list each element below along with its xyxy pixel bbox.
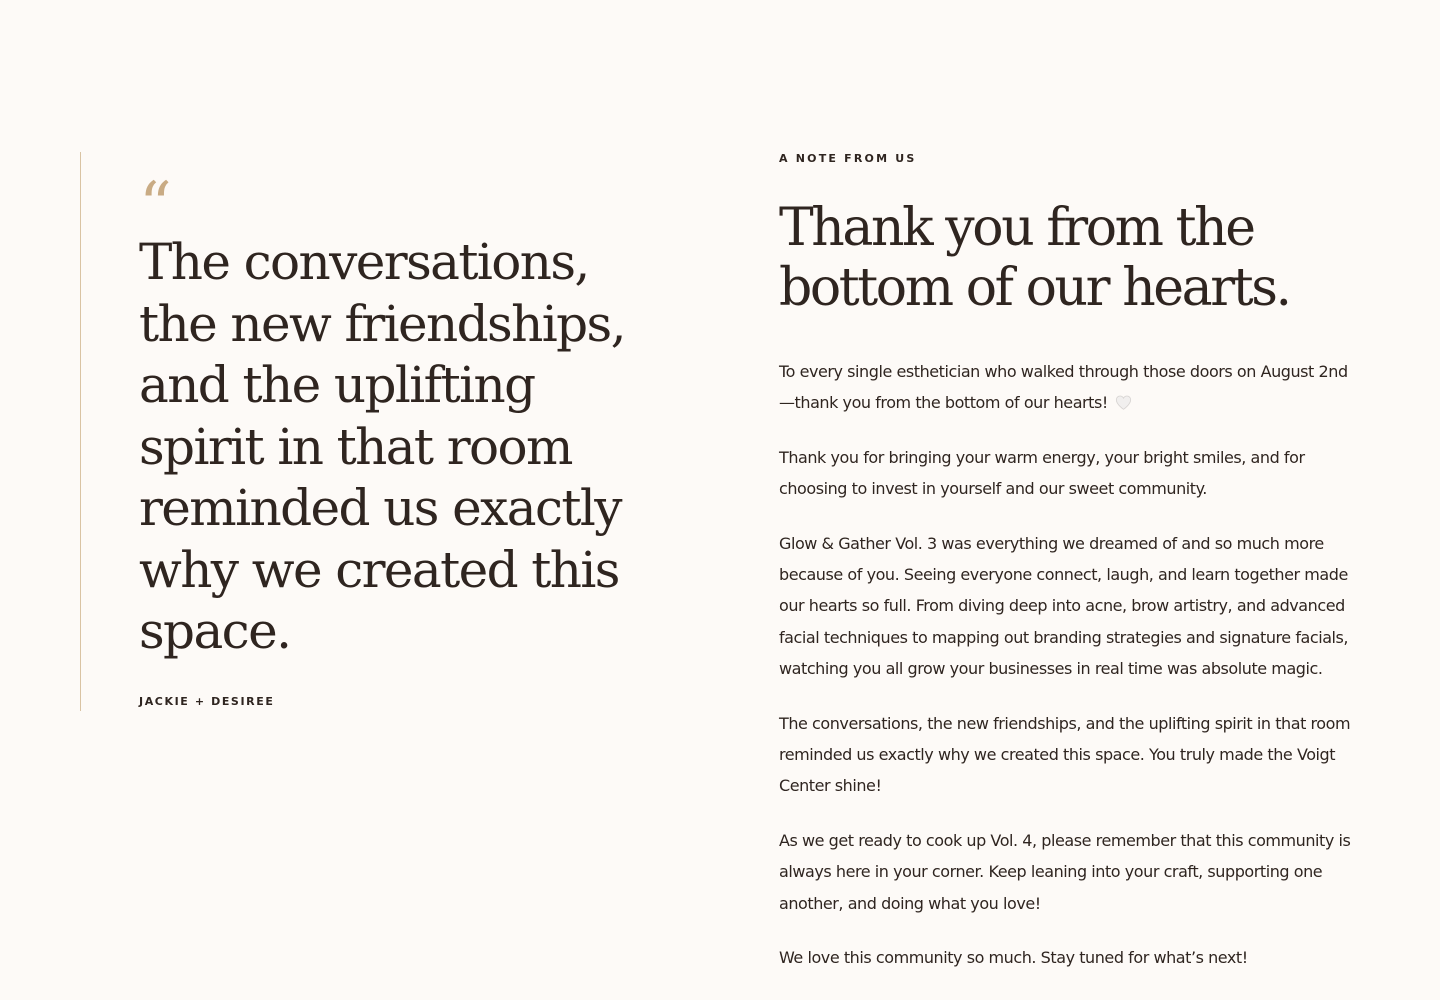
testimonial-block [80, 152, 640, 711]
section-eyebrow: A NOTE FROM US [779, 152, 917, 165]
pull-quote: The conversations, the new friendships, and the uplifting spirit in that room reminded us exactly why we created this space. [139, 233, 625, 660]
note-section [779, 152, 1359, 997]
quote-author: JACKIE + DESIREE [139, 695, 275, 708]
white-heart-icon [1115, 395, 1132, 410]
note-paragraph [779, 356, 1359, 419]
note-paragraph: The conversations, the new friendships, and the uplifting spirit in that room reminded us exactly why we created this space. You truly made the Voigt Center shine! [779, 713, 1351, 796]
note-paragraph: As we get ready to cook up Vol. 4, please remember that this community is always here in your corner. Keep leaning into your craft, supporting one another, and doing what you love! [779, 830, 1351, 913]
section-heading: Thank you from the bottom of our hearts. [779, 198, 1290, 318]
note-paragraph-text: To every single esthetician who walked through those doors on August 2nd—thank you from the bottom of our hearts! [779, 362, 1348, 413]
note-paragraph: Glow & Gather Vol. 3 was everything we dreamed of and so much more because of you. Seeing everyone connect, laugh, and learn together made our hearts so full. From diving deep into acne, brow artistry, and advanced facial techniques to mapping out branding strategies and signature facials, watching you all grow your businesses in real time was absolute magic. [779, 533, 1349, 679]
note-paragraph: Thank you for bringing your warm energy, your bright smiles, and for choosing to invest in yourself and our sweet community. [779, 447, 1305, 499]
quote-mark-icon: “ [139, 174, 172, 222]
note-body [779, 356, 1359, 974]
note-paragraph: We love this community so much. Stay tuned for what’s next! [779, 948, 1248, 968]
